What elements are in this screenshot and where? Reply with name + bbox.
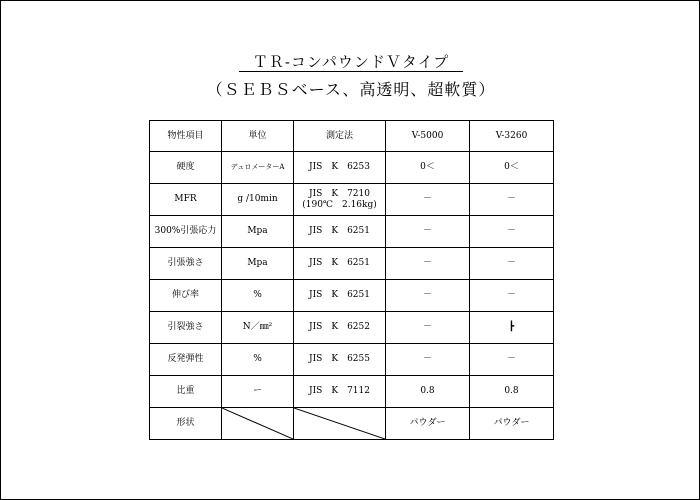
- row-method: [294, 184, 386, 216]
- row-method: JIS K 6253: [294, 152, 386, 184]
- row-unit: %: [222, 280, 294, 312]
- table-row: [150, 312, 554, 344]
- row-v3260: 0.8: [470, 376, 554, 408]
- row-unit-empty: [222, 408, 294, 440]
- row-unit: Mpa: [222, 216, 294, 248]
- row-method: JIS K 6251: [294, 280, 386, 312]
- row-item: 硬度: [150, 152, 222, 184]
- row-item: 反発弾性: [150, 344, 222, 376]
- row-unit: Mpa: [222, 248, 294, 280]
- diagonal-slash: [294, 408, 385, 439]
- row-item: 引裂強さ: [150, 312, 222, 344]
- row-v3260: ┣: [470, 312, 554, 344]
- row-v5000: －: [386, 248, 470, 280]
- method-standard: JIS K 7210: [309, 188, 370, 199]
- row-method-empty: [294, 408, 386, 440]
- row-item: 形状: [150, 408, 222, 440]
- row-v3260: －: [470, 344, 554, 376]
- row-v5000: －: [386, 216, 470, 248]
- header-item: 物性項目: [150, 121, 222, 152]
- row-v3260: －: [470, 216, 554, 248]
- document-title: ＴＲ-コンパウンドＶタイプ: [1, 53, 700, 72]
- header-unit: 単位: [222, 121, 294, 152]
- row-v3260: パウダー: [470, 408, 554, 440]
- row-method: JIS K 6252: [294, 312, 386, 344]
- method-condition: (190℃ 2.16kg): [302, 199, 377, 210]
- row-v3260: －: [470, 184, 554, 216]
- row-item: 伸び率: [150, 280, 222, 312]
- table-row: [150, 408, 554, 440]
- row-unit: デュロメーターA: [222, 152, 294, 184]
- row-v5000: 0＜: [386, 152, 470, 184]
- row-method: JIS K 6251: [294, 248, 386, 280]
- row-unit: %: [222, 344, 294, 376]
- header-v5000: V-5000: [386, 121, 470, 152]
- spec-table: [149, 120, 554, 440]
- table-row: [150, 152, 554, 184]
- row-v3260: －: [470, 248, 554, 280]
- row-v5000: －: [386, 312, 470, 344]
- table-row: [150, 376, 554, 408]
- row-v3260: －: [470, 280, 554, 312]
- table-row: [150, 184, 554, 216]
- row-v5000: パウダー: [386, 408, 470, 440]
- diagonal-slash: [222, 408, 293, 439]
- row-v5000: －: [386, 184, 470, 216]
- row-v3260: 0＜: [470, 152, 554, 184]
- table-row: [150, 280, 554, 312]
- row-item: 300%引張応力: [150, 216, 222, 248]
- header-v3260: V-3260: [470, 121, 554, 152]
- row-unit: ー: [222, 376, 294, 408]
- document-subtitle: （ＳＥＢＳベース、高透明、超軟質）: [206, 80, 496, 99]
- row-method: JIS K 6255: [294, 344, 386, 376]
- row-v5000: －: [386, 280, 470, 312]
- row-item: 比重: [150, 376, 222, 408]
- row-method: JIS K 6251: [294, 216, 386, 248]
- table-row: [150, 248, 554, 280]
- row-unit: g /10min: [222, 184, 294, 216]
- row-v5000: 0.8: [386, 376, 470, 408]
- row-v5000: －: [386, 344, 470, 376]
- header-method: 測定法: [294, 121, 386, 152]
- row-unit: N／㎜²: [222, 312, 294, 344]
- table-header-row: [150, 121, 554, 152]
- table-row: [150, 344, 554, 376]
- row-item: MFR: [150, 184, 222, 216]
- row-item: 引張強さ: [150, 248, 222, 280]
- row-method: JIS K 7112: [294, 376, 386, 408]
- table-row: [150, 216, 554, 248]
